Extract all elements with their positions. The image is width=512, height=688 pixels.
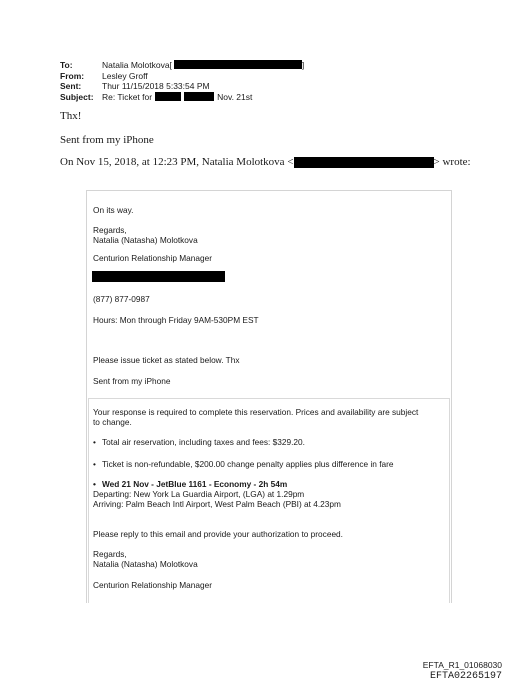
quoted-title: Centurion Relationship Manager xyxy=(93,253,212,263)
footer-id-secondary: EFTA02265197 xyxy=(429,671,502,682)
reservation-title: Centurion Relationship Manager xyxy=(93,580,212,590)
reply-text: Thx! xyxy=(60,110,82,122)
redaction-box xyxy=(174,60,305,70)
quoted-hours: Hours: Mon through Friday 9AM-530PM EST xyxy=(93,315,259,325)
to-row xyxy=(60,60,304,71)
bullet-flight xyxy=(93,479,287,490)
sent-label: Sent: xyxy=(60,81,82,91)
arriving-info: Arriving: Palm Beach Intl Airport, West Palm Beach (PBI) at 4.23pm xyxy=(93,499,341,509)
quoted-request-signature: Sent from my iPhone xyxy=(93,376,171,386)
reply-request: Please reply to this email and provide your authorization to proceed. xyxy=(93,529,343,539)
from-label: From: xyxy=(60,70,85,81)
sent-row xyxy=(60,81,304,92)
quoted-phone: (877) 877-0987 xyxy=(93,294,150,304)
reservation-name: Natalia (Natasha) Molotkova xyxy=(93,559,198,569)
sent-value: Thur 11/15/2018 5:33:54 PM xyxy=(102,81,210,91)
bullet-total xyxy=(93,437,305,448)
subject-label: Subject: xyxy=(60,91,94,102)
reservation-notice-line2: to change. xyxy=(93,417,132,427)
subject-row xyxy=(60,92,304,103)
footer-id-primary: EFTA_R1_01068030 xyxy=(422,660,502,670)
to-suffix: ] xyxy=(301,60,305,70)
quote-intro-text: On Nov 15, 2018, at 12:23 PM, Natalia Molotkova < xyxy=(60,156,294,168)
bullet-icon: • xyxy=(93,437,96,447)
bullet-refund-text: Ticket is non-refundable, $200.00 change penalty applies plus difference in fare xyxy=(102,459,394,469)
email-header xyxy=(60,60,304,102)
bullet-icon: • xyxy=(93,459,96,469)
reservation-regards: Regards, xyxy=(93,549,127,559)
departing-info: Departing: New York La Guardia Airport, (LGA) at 1.29pm xyxy=(93,489,305,499)
redaction-box xyxy=(184,92,214,101)
bullet-total-text: Total air reservation, including taxes and fees: $329.20. xyxy=(102,437,305,447)
flight-summary: Wed 21 Nov - JetBlue 1161 - Economy - 2h 54m xyxy=(102,479,288,489)
redaction-box xyxy=(155,92,181,101)
subject-suffix: Nov. 21st xyxy=(217,91,253,102)
reply-signature: Sent from my iPhone xyxy=(60,134,154,146)
quote-intro xyxy=(60,156,471,168)
reservation-notice-line1: Your response is required to complete this reservation. Prices and availability are subject xyxy=(93,407,419,417)
quoted-request: Please issue ticket as stated below. Thx xyxy=(93,355,240,365)
to-value: Natalia Molotkova[ xyxy=(102,60,172,70)
quoted-name: Natalia (Natasha) Molotkova xyxy=(93,235,198,245)
subject-prefix: Re: Ticket for xyxy=(102,91,153,102)
quoted-regards: Regards, xyxy=(93,225,127,235)
quote-wrote-text: > wrote: xyxy=(433,156,471,168)
redaction-box xyxy=(294,157,434,168)
from-row xyxy=(60,71,304,82)
bullet-icon: • xyxy=(93,479,96,489)
bullet-refund xyxy=(93,459,394,470)
from-value: Lesley Groff xyxy=(102,70,148,81)
to-label: To: xyxy=(60,60,73,70)
redaction-box xyxy=(92,271,225,282)
quoted-line1: On its way. xyxy=(93,205,134,215)
